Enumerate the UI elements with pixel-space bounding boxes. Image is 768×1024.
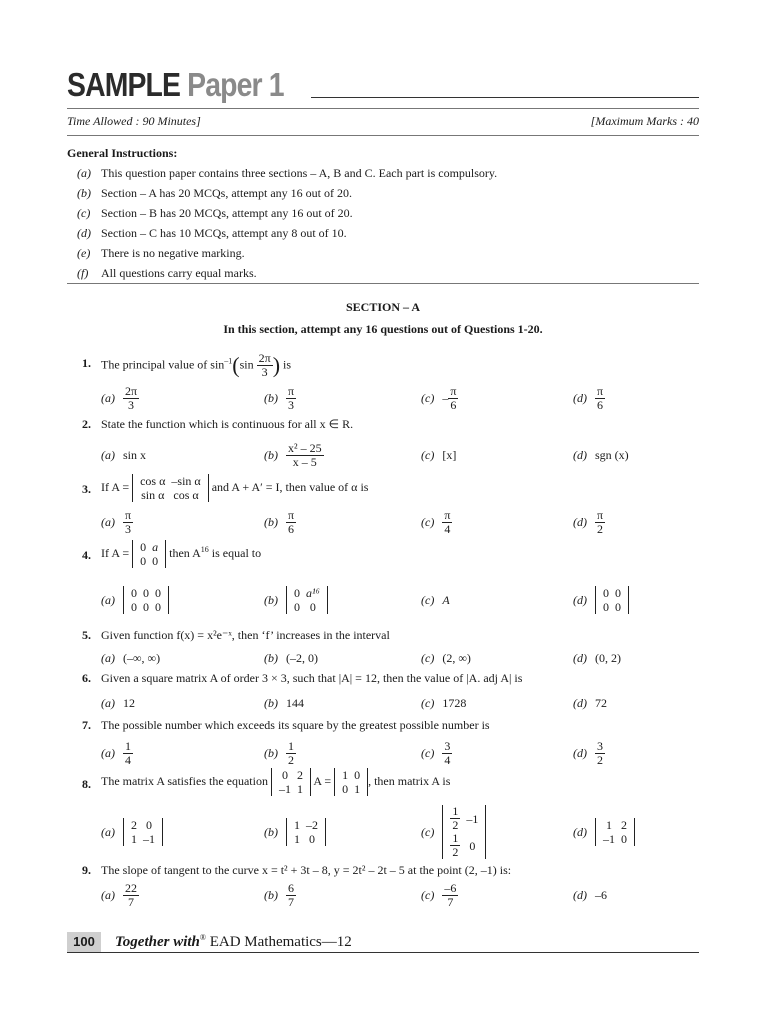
question-3: 3. If A = cos α –sin α sin α cos α and A + A′ = I, then value of α is — [82, 474, 369, 502]
option-c[interactable]: (c) –6 7 — [421, 880, 457, 909]
instruction-item: (c) Section – B has 20 MCQs, attempt any 16 out of 20. — [77, 206, 353, 220]
option-b[interactable]: (b) 144 — [264, 695, 304, 710]
question-5: 5. Given function f(x) = x²e⁻ˣ, then ‘f’ increases in the interval — [82, 628, 390, 642]
question-4: 4. If A = 0 a 0 0 then $A^{16}$ is equal to — [82, 540, 262, 568]
matrix-m2: 1 0 0 1 — [334, 768, 368, 796]
option-c[interactable]: (c) 1728 — [421, 695, 467, 710]
instruction-item: (d) Section – C has 10 MCQs, attempt any 8 out of 10. — [77, 226, 347, 240]
option-c[interactable]: (c) [x] — [421, 447, 457, 462]
question-7: 7. The possible number which exceeds its square by the greatest possible number is — [82, 718, 490, 732]
maximum-marks: [Maximum Marks : 40 — [590, 114, 699, 128]
paper-title: SAMPLE Paper 1 — [67, 66, 284, 103]
options-q3 — [101, 507, 701, 537]
section-title: SECTION – A — [345, 300, 421, 314]
option-d[interactable]: (d) sgn (x) — [573, 447, 629, 462]
option-d[interactable]: (d) (0, 2) — [573, 650, 621, 665]
matrix-m1: 0 2 –1 1 — [271, 768, 311, 796]
options-q4 — [101, 582, 701, 618]
option-d[interactable]: (d) 72 — [573, 695, 607, 710]
option-c[interactable]: (c) – π 6 — [421, 383, 457, 412]
time-allowed: Time Allowed : 90 Minutes] — [67, 114, 201, 128]
option-a[interactable]: (a) 22 7 — [101, 880, 137, 909]
header-rule — [311, 97, 699, 98]
question-6: 6. Given a square matrix A of order 3 × 3, such that |A| = 12, then the value of |A. adj A| is — [82, 671, 523, 685]
option-d[interactable]: (d) 3 2 — [573, 738, 603, 767]
question-8: 8. The matrix A satisfies the equation 0 2 –1 1 A = 1 0 0 1 , then matrix A is — [82, 768, 451, 796]
question-1: 1. The principal value of $\sin^{-1}(\sin$ $\frac{2\pi}{3}$ ) is — [82, 351, 292, 379]
option-c[interactable]: (c) (2, ∞) — [421, 650, 471, 665]
page-number: 100 — [67, 932, 101, 952]
option-b[interactable]: (b) 1 2 — [264, 738, 294, 767]
option-a[interactable]: (a) 12 — [101, 695, 135, 710]
options-q9 — [101, 880, 701, 910]
instruction-item: (b) Section – A has 20 MCQs, attempt any 16 out of 20. — [77, 186, 352, 200]
option-d[interactable]: (d) 1 2 –1 0 — [573, 802, 635, 862]
option-c[interactable]: (c) $\frac{1}{2}$ –1 $\frac{1}{2}$ 0 — [421, 802, 486, 862]
option-b[interactable]: (b) 1 –2 1 0 — [264, 802, 326, 862]
instruction-item: (e) There is no negative marking. — [77, 246, 245, 260]
option-a[interactable]: (a) 0 0 0 0 0 0 — [101, 582, 169, 618]
paper-header — [67, 66, 699, 106]
option-b[interactable]: (b) π 3 — [264, 383, 295, 412]
footer-rule — [67, 952, 699, 953]
book-brand: Together with® EAD Mathematics—12 — [115, 933, 352, 950]
option-d[interactable]: (d) –6 — [573, 887, 607, 902]
option-a[interactable]: (a) 2 0 1 –1 — [101, 802, 163, 862]
question-2: 2. State the function which is continuous for all x ∈ R. — [82, 417, 354, 431]
divider — [67, 135, 699, 136]
instruction-item: (f) All questions carry equal marks. — [77, 266, 257, 280]
general-instructions — [67, 143, 699, 283]
option-b[interactable]: (b) π 6 — [264, 507, 295, 536]
options-q8 — [101, 802, 701, 862]
section-subtitle: In this section, attempt any 16 questions out of Questions 1-20. — [223, 322, 543, 336]
option-d[interactable]: (d) π 6 — [573, 383, 604, 412]
option-b[interactable]: (b) 0 a¹⁶ 0 0 — [264, 582, 328, 618]
option-a[interactable]: (a) 2π 3 — [101, 383, 138, 412]
option-a[interactable]: (a) 1 4 — [101, 738, 131, 767]
option-a[interactable]: (a) sin x — [101, 447, 147, 462]
option-d[interactable]: (d) 0 0 0 0 — [573, 582, 629, 618]
question-9: 9. The slope of tangent to the curve x = t² + 3t – 8, y = 2t² – 2t – 5 at the point (2, –1) is: — [82, 863, 512, 877]
options-q7 — [101, 738, 701, 768]
option-a[interactable]: (a) π 3 — [101, 507, 132, 536]
option-a[interactable]: (a) (–∞, ∞) — [101, 650, 161, 665]
instructions-heading: General Instructions: — [67, 146, 178, 160]
options-q2 — [101, 440, 701, 470]
divider — [67, 283, 699, 284]
options-q5 — [101, 650, 701, 666]
matrix-a: cos α –sin α sin α cos α — [132, 474, 209, 502]
option-c[interactable]: (c) π 4 — [421, 507, 451, 536]
divider — [67, 108, 699, 109]
option-c[interactable]: (c) 3 4 — [421, 738, 451, 767]
option-c[interactable]: (c) A — [421, 592, 450, 607]
option-d[interactable]: (d) π 2 — [573, 507, 604, 536]
page-footer — [67, 932, 699, 952]
option-b[interactable]: (b) x² – 25 x – 5 — [264, 440, 322, 469]
option-b[interactable]: (b) 6 7 — [264, 880, 294, 909]
options-q1 — [101, 383, 701, 413]
instruction-item: (a) This question paper contains three sections – A, B and C. Each part is compulsory. — [77, 166, 498, 180]
options-q6 — [101, 695, 701, 711]
matrix-a: 0 a 0 0 — [132, 540, 166, 568]
option-b[interactable]: (b) (–2, 0) — [264, 650, 318, 665]
